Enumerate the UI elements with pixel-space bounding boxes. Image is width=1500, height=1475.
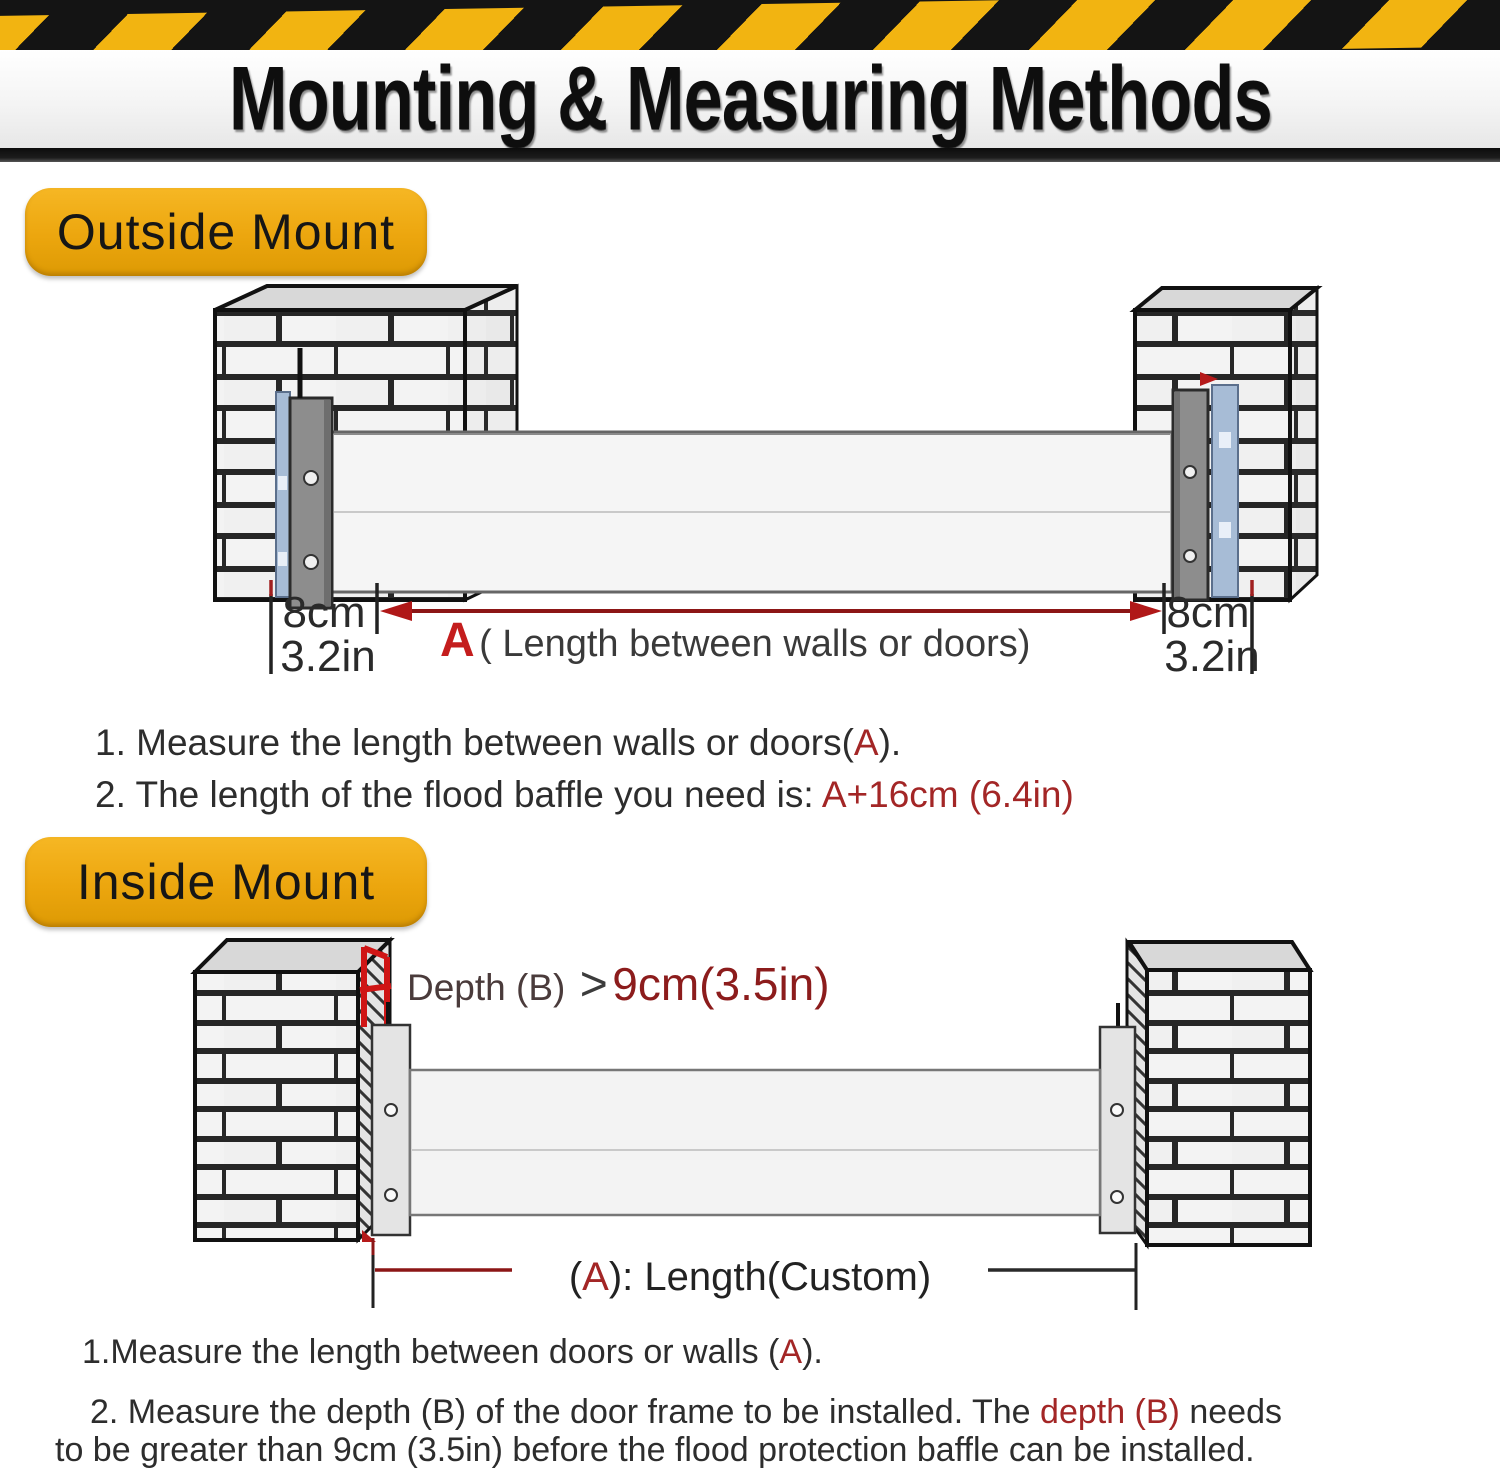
- inside-mount-diagram: [0, 935, 1500, 1330]
- title-banner: [0, 50, 1500, 148]
- inside-right-channel: [1100, 1003, 1135, 1233]
- depth-label: [407, 958, 830, 1011]
- inside-step-2: [90, 1393, 1282, 1432]
- dim-right-cm: 8cm: [1166, 588, 1250, 637]
- step-text-segment: 2. The length of the flood baffle you need is:: [95, 774, 822, 815]
- flood-baffle: [332, 432, 1172, 592]
- step-text-highlight: depth (B): [1040, 1393, 1180, 1431]
- flood-baffle-inside: [410, 1070, 1100, 1215]
- span-label: [440, 614, 1030, 667]
- title-underbar: [0, 148, 1500, 162]
- inside-right-pillar: [1127, 942, 1310, 1245]
- length-label-pre: (: [568, 1255, 583, 1299]
- outside-step-1: [95, 722, 901, 764]
- inside-left-pillar: [195, 940, 390, 1240]
- inside-left-channel: [372, 1002, 410, 1235]
- greater-than-sign: >: [579, 958, 608, 1011]
- outside-mount-diagram: [0, 280, 1500, 680]
- depth-label-text: Depth (B): [407, 967, 566, 1008]
- dim-left-cm: 8cm: [282, 588, 366, 637]
- step-text-highlight: A+16cm (6.4in): [821, 774, 1074, 815]
- arrowhead-left-icon: [380, 601, 412, 621]
- length-label-a: A: [582, 1255, 609, 1299]
- outside-step-2: [95, 774, 1074, 816]
- right-mounting-channel: [1173, 390, 1208, 600]
- length-label-post: ): Length(Custom): [608, 1255, 932, 1299]
- dim-left-inch: 3.2in: [280, 632, 376, 680]
- outside-mount-badge: Outside Mount: [25, 188, 427, 276]
- hazard-tape-banner: [0, 0, 1500, 50]
- step-text-segment: 1.Measure the length between doors or walls (: [82, 1333, 780, 1371]
- span-label-rest: ( Length between walls or doors): [479, 623, 1031, 665]
- arrowhead-right-icon: [1130, 601, 1162, 621]
- hazard-stripes: [0, 0, 1500, 50]
- depth-value: 9cm(3.5in): [612, 958, 830, 1010]
- step-text-segment: ).: [802, 1333, 823, 1371]
- step-text-segment: needs: [1179, 1393, 1282, 1431]
- inside-step-1: [82, 1333, 823, 1372]
- step-text-highlight: A: [779, 1333, 803, 1371]
- step-text-segment: ).: [878, 722, 902, 763]
- step-text-segment: 1. Measure the length between walls or doors(: [95, 722, 854, 763]
- span-label-a: A: [440, 614, 475, 667]
- step-text-segment: 2. Measure the depth (B) of the door frame to be installed. The: [90, 1393, 1041, 1431]
- step-text-highlight: A: [853, 722, 879, 763]
- dim-right-inch: 3.2in: [1164, 632, 1260, 680]
- left-gasket-strip: [276, 392, 290, 597]
- span-arrow: [380, 601, 1162, 621]
- page-title: Mounting & Measuring Methods: [228, 48, 1272, 149]
- length-custom-label: [569, 1255, 931, 1299]
- inside-mount-badge: Inside Mount: [25, 837, 427, 927]
- inside-step-3: to be greater than 9cm (3.5in) before the flood protection baffle can be installed.: [55, 1431, 1255, 1469]
